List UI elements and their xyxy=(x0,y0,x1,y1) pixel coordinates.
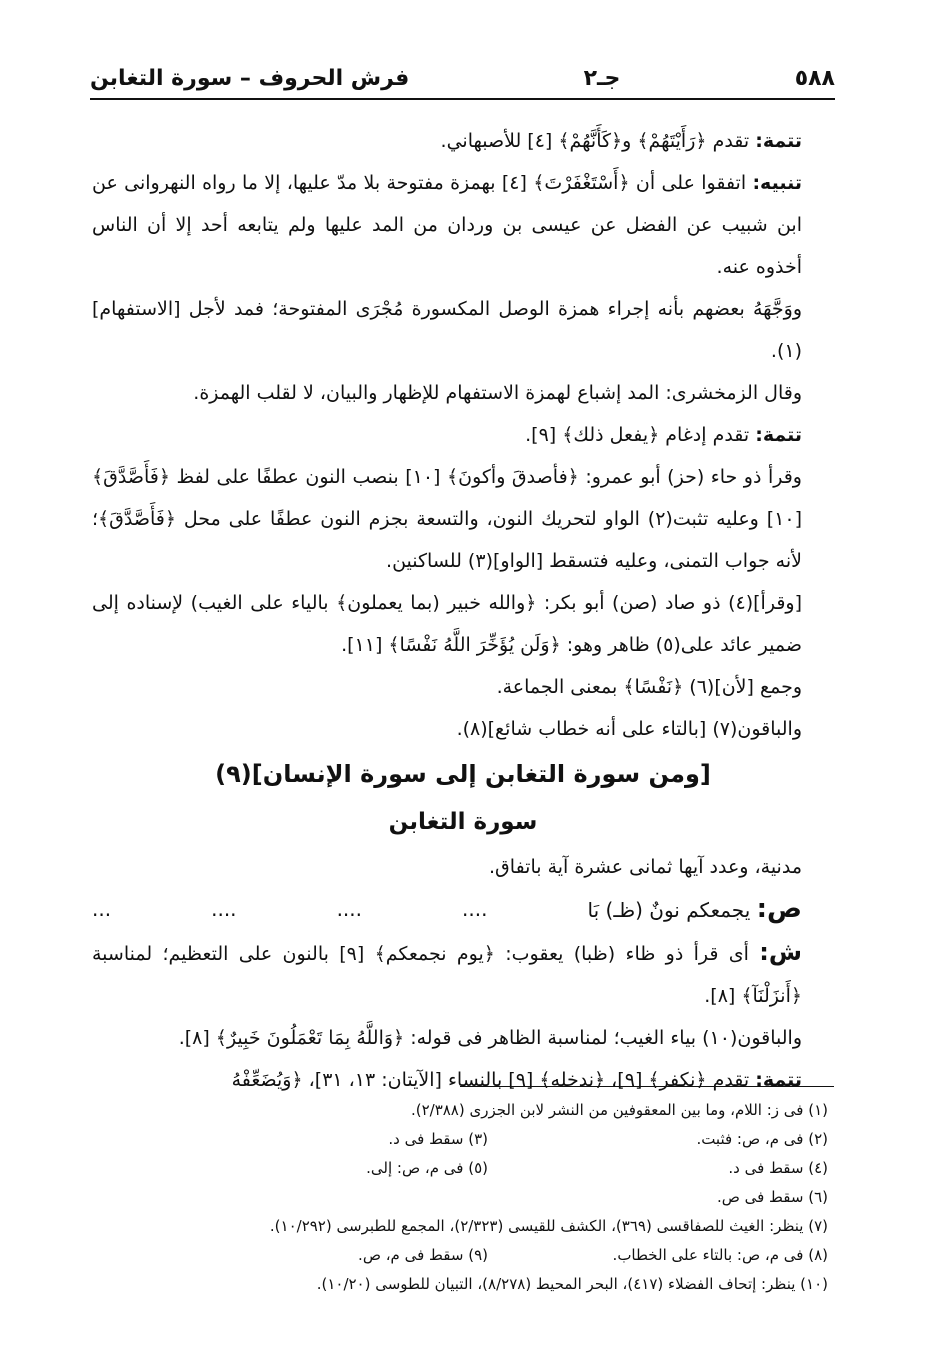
verse-dots: .... xyxy=(462,897,488,921)
verse-text-group xyxy=(588,888,802,931)
commentary-paragraph xyxy=(92,931,834,1017)
footnote: (١٠) ينظر: إتحاف الفضلاء (٤١٧)، البحر المحيط (٨/٢٧٨)، التبيان للطوسى (١٠/٢٠). xyxy=(316,1275,828,1293)
paragraph-label: تتمة: xyxy=(755,130,802,152)
paragraph xyxy=(92,708,834,750)
verse-label: ص: xyxy=(756,894,802,924)
footnote-divider xyxy=(460,1086,834,1087)
footnotes xyxy=(92,1096,834,1299)
paragraph xyxy=(92,582,834,666)
footnote-text: (٣) سقط فى د. xyxy=(388,1130,488,1148)
main-text xyxy=(92,120,834,1101)
paragraph xyxy=(92,372,834,414)
commentary-text: تقدم ﴿نكفر﴾ [٩]، ﴿ندخله﴾ [٩] بالنساء [الآيتان: ١٣، ٣١]، ﴿وَيُضَعِّفْهُ xyxy=(231,1069,756,1091)
paragraph-text: تقدم ﴿رَأَيْتَهُمْ﴾ و﴿كَأَنَّهُمْ﴾ [٤] للأصبهاني. xyxy=(440,130,756,152)
paragraph xyxy=(92,456,834,582)
commentary-paragraph xyxy=(92,1017,834,1059)
paragraph xyxy=(92,120,834,162)
footnote-text: (٢) فى م، ص: فثبت. xyxy=(696,1130,828,1148)
footnote-text: (٥) فى م، ص: إلى. xyxy=(366,1159,488,1177)
paragraph-text: [وقرأ](٤) ذو صاد (صن) أبو بكر: ﴿والله خبير (بما يعملون﴾ بالياء على الغيب) لإسناده إلى ضمير عائد على(٥) ظاهر وهو: ﴿وَلَن يُؤَخِّرَ اللَّهُ نَفْسًا﴾ [١١]. xyxy=(92,592,802,656)
paragraph-text: تقدم إدغام ﴿يفعل ذلك﴾ [٩]. xyxy=(525,424,756,446)
verse-line xyxy=(92,888,834,931)
commentary-paragraph xyxy=(92,1059,834,1101)
running-title: فرش الحروف – سورة التغابن xyxy=(90,65,410,91)
paragraph-text: اتفقوا على أن ﴿أَسْتَغْفَرْتَ﴾ [٤] بهمزة مفتوحة بلا مدّ عليها، إلا ما رواه النهروانى عن ابن شبيب عن الفضل عن عيسى بن وردان من المد عليها ولم يتابعه أحد إلا أن الناس أخذوه عنه. xyxy=(92,172,802,278)
paragraph xyxy=(92,666,834,708)
footnote: (٧) ينظر: الغيث للصفاقسى (٣٦٩)، الكشف للقيسى (٢/٣٢٣)، المجمع للطبرسى (١٠/٢٩٢). xyxy=(269,1217,828,1235)
paragraph-text: وقال الزمخشرى: المد إشباع لهمزة الاستفهام للإظهار والبيان، لا لقلب الهمزة. xyxy=(193,382,802,404)
verse-dots: .... xyxy=(336,897,363,921)
commentary-label: تتمة: xyxy=(755,1069,802,1091)
paragraph-text: ووَجَّهَهُ بعضهم بأنه إجراء همزة الوصل المكسورة مُجْرَى المفتوحة؛ فمد لأجل [الاستفهام](١). xyxy=(92,298,802,362)
footnote xyxy=(92,1154,834,1183)
footnote: (١) فى ز: اللام، وما بين المعقوفين من النشر لابن الجزرى (٢/٣٨٨). xyxy=(410,1101,828,1119)
paragraph xyxy=(92,162,834,288)
commentary-label: ش: xyxy=(759,938,803,966)
paragraph-label: تتمة: xyxy=(755,424,802,446)
footnote: (٦) سقط فى ص. xyxy=(716,1188,828,1206)
verse-dots: .... xyxy=(211,897,237,921)
paragraph-text: وجمع [لأن](٦) ﴿نَفْسًا﴾ بمعنى الجماعة. xyxy=(496,676,802,698)
commentary-text: والباقون(١٠) بياء الغيب؛ لمناسبة الظاهر فى قوله: ﴿وَاللَّهُ بِمَا تَعْمَلُونَ خَبِيرٌ﴾ [٨]. xyxy=(178,1027,802,1049)
paragraph xyxy=(92,414,834,456)
paragraph-text: والباقون(٧) [بالتاء على أنه خطاب شائع](٨). xyxy=(456,718,802,740)
verse-dots-end: ... xyxy=(92,897,112,921)
commentary-text: أى قرأ ذو ظاء (ظبا) يعقوب: ﴿يوم نجمعكم﴾ [٩] بالنون على التعظيم؛ لمناسبة ﴿أَنزَلْنَآ﴾ [٨]. xyxy=(92,943,802,1007)
footnote-text: (٤) سقط فى د. xyxy=(728,1159,828,1177)
footnote xyxy=(92,1125,834,1154)
footnote xyxy=(92,1241,834,1270)
page-number: ٥٨٨ xyxy=(794,65,835,91)
footnote-text: (٩) سقط فى م، ص. xyxy=(358,1246,488,1264)
volume-label: جـ٢ xyxy=(583,65,621,91)
paragraph xyxy=(92,288,834,372)
surah-info: مدنية، وعدد آيها ثمانى عشرة آية باتفاق. xyxy=(489,856,802,878)
surah-heading: سورة التغابن xyxy=(388,809,538,835)
section-heading: [ومن سورة التغابن إلى سورة الإنسان](٩) xyxy=(215,760,711,788)
verse-text: يجمعكم نونٌ (ظـ) بَا xyxy=(587,898,751,922)
page-header xyxy=(90,58,835,100)
paragraph-text: وقرأ ذو حاء (حز) أبو عمرو: ﴿فأصدقَ وأكونَ﴾ [١٠] بنصب النون عطفًا على لفظ ﴿فَأَصَّدَّقَ﴾ [١٠] وعليه تثبت(٢) الواو لتحريك النون، والتسعة بجزم النون عطفًا على محل ﴿فَأَصَّدَّقَ﴾؛ لأنه جواب التمنى، وعليه فتسقط [الواو](٣) للساكنين. xyxy=(92,466,802,572)
footnote-text: (٨) فى م، ص: بالتاء على الخطاب. xyxy=(612,1246,828,1264)
paragraph-label: تنبيه: xyxy=(752,172,802,194)
